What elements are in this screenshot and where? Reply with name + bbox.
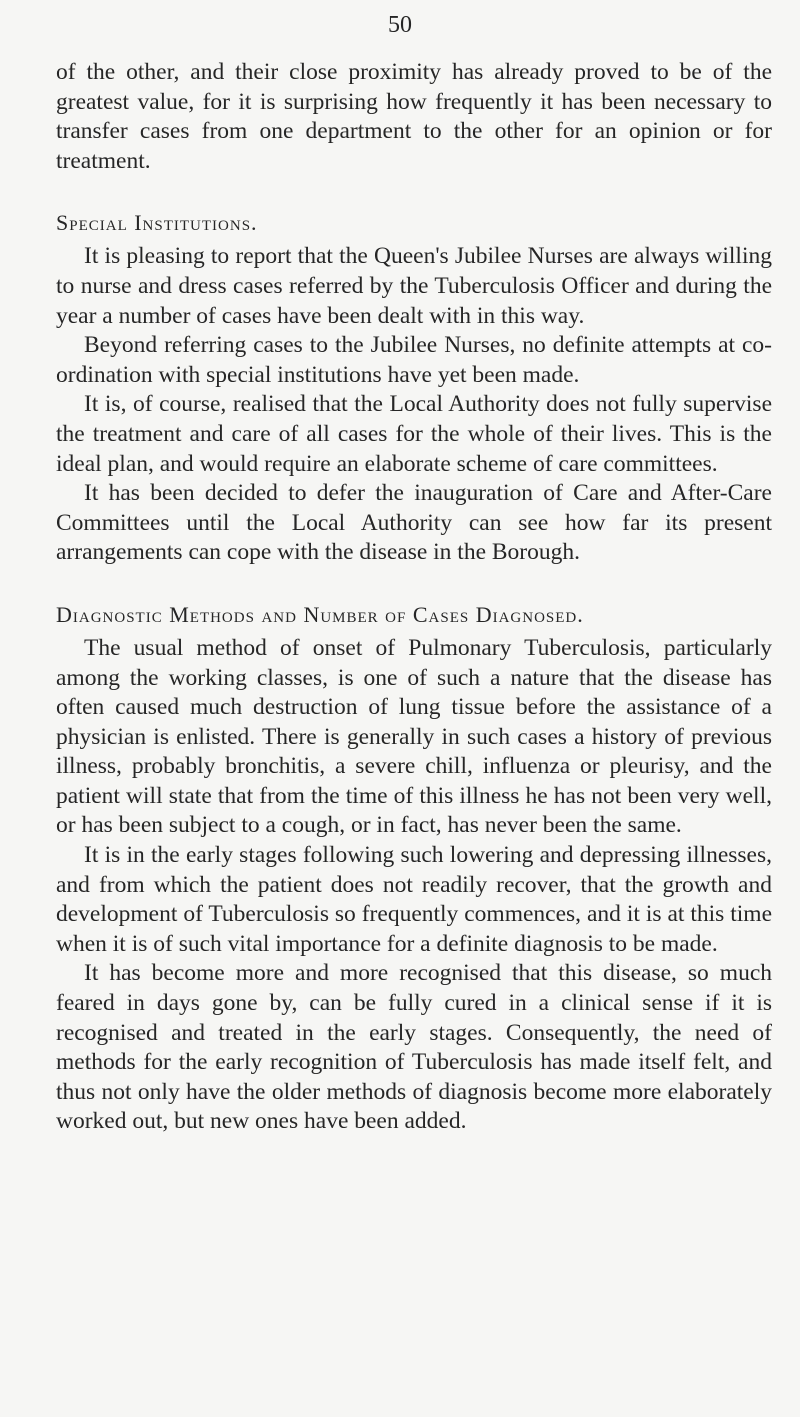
- paragraph: It is in the early stages following such lowering and depressing illnesses, and from which the patient does not readily recover, that the growth and development of Tuberculosis so frequently commences, and it is at this time when it is of such vital importance for a definite diagnosis to be made.: [56, 842, 772, 957]
- paragraph: The usual method of onset of Pulmonary Tuberculosis, particularly among the working classes, is one of such a nature that the disease has often caused much destruction of lung tissue before the assistance of a physician is enlisted. There is generally in such cases a history of previous illness, probably bronchitis, a severe chill, influenza or pleurisy, and the patient will state that from the time of this illness he has not been very well, or has been subject to a cough, or in fact, has never been the same.: [56, 634, 772, 839]
- section-diagnostic-methods: [56, 601, 772, 1137]
- paragraph: It is, of course, realised that the Local Authority does not fully supervise the treatment and care of all cases for the whole of their lives. This is the ideal plan, and would require an elaborate scheme of care committees.: [56, 391, 772, 477]
- paragraph: It is pleasing to report that the Queen's Jubilee Nurses are always willing to nurse and dress cases referred by the Tuberculosis Officer and during the year a number of cases have been dealt with in this way.: [56, 243, 772, 329]
- page-content: [56, 58, 772, 1137]
- paragraph: It has become more and more recognised that this disease, so much feared in days gone by, can be fully cured in a clinical sense if it is recognised and treated in the early stages. Consequently, the need of methods for the early recognition of Tuberculosis has made itself felt, and thus not only have the older methods of diagnosis become more elaborately worked out, but new ones have been added.: [56, 960, 772, 1135]
- paragraph: It has been decided to defer the inauguration of Care and After-Care Committees until the Local Authority can see how far its present arrangements can cope with the disease in the Borough.: [56, 480, 772, 566]
- section-heading: Diagnostic Methods and Number of Cases Diagnosed.: [56, 601, 584, 627]
- page-number: 50: [388, 12, 412, 38]
- paragraph: Beyond referring cases to the Jubilee Nurses, no definite attempts at co-ordination with special institutions have yet been made.: [56, 332, 772, 388]
- intro-paragraph: of the other, and their close proximity has already proved to be of the greatest value, for it is surprising how frequently it has been necessary to transfer cases from one department to the other for an opinion or for treatment.: [56, 59, 772, 174]
- section-special-institutions: [56, 209, 772, 568]
- section-heading: Special Institutions.: [56, 210, 258, 236]
